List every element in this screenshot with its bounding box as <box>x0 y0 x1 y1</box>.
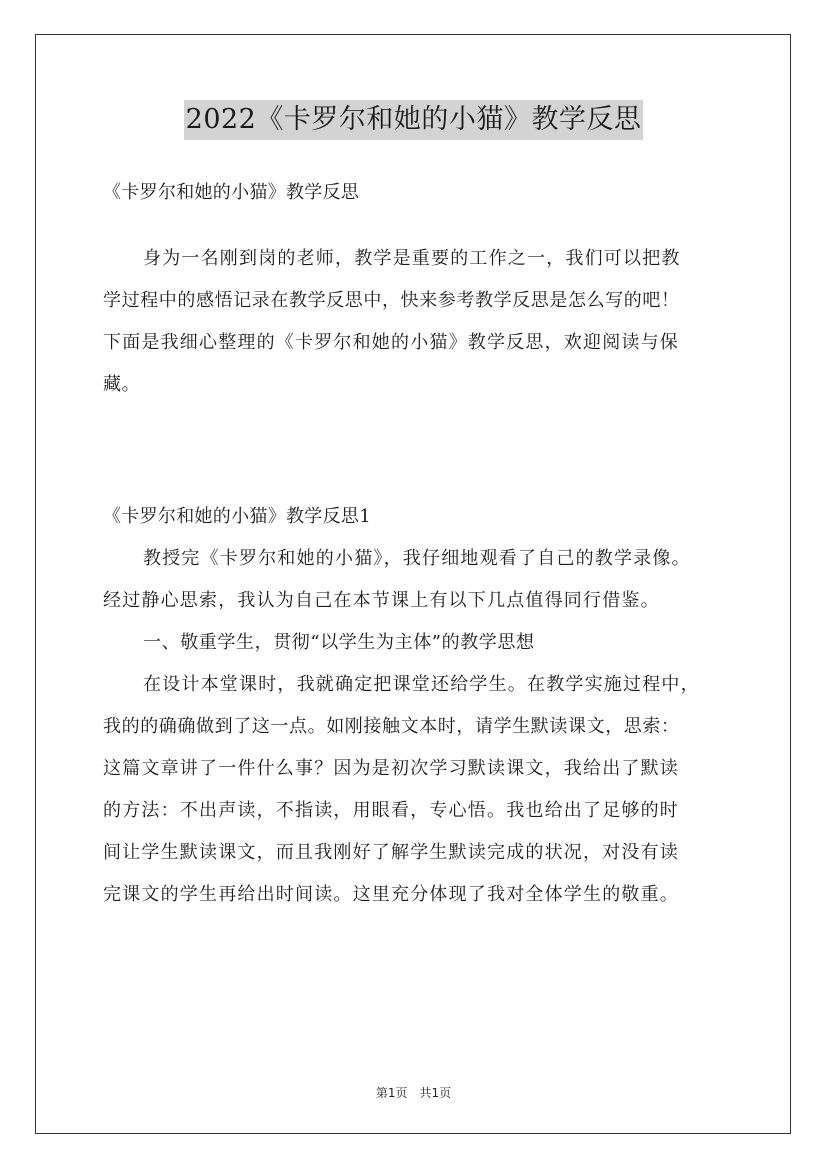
point1-paragraph <box>103 664 735 916</box>
paragraph-line: 的方法：不出声读，不指读，用眼看，专心悟。我也给出了足够的时 <box>103 800 679 821</box>
intro-paragraph <box>103 238 735 406</box>
intro-heading: 《卡罗尔和她的小猫》教学反思 <box>103 182 360 203</box>
paragraph-line: 下面是我细心整理的《卡罗尔和她的小猫》教学反思，欢迎阅读与保 <box>103 332 679 353</box>
paragraph-line: 这篇文章讲了一件什么事？因为是初次学习默读课文，我给出了默读 <box>103 758 679 779</box>
paragraph-line: 藏。 <box>103 374 141 395</box>
paragraph-line: 在设计本堂课时，我就确定把课堂还给学生。在教学实施过程中， <box>143 674 700 695</box>
point1-heading: 一、敬重学生，贯彻“以学生为主体”的教学思想 <box>143 632 535 653</box>
paragraph-line: 身为一名刚到岗的老师，教学是重要的工作之一，我们可以把教 <box>143 248 681 269</box>
paragraph-line: 学过程中的感悟记录在教学反思中，快来参考教学反思是怎么写的吧！ <box>103 290 680 311</box>
section1-heading: 《卡罗尔和她的小猫》教学反思1 <box>103 506 371 527</box>
page-footer: 第1页 共1页 <box>375 1086 452 1100</box>
section1-paragraph <box>103 538 735 622</box>
paragraph-line: 完课文的学生再给出时间读。这里充分体现了我对全体学生的敬重。 <box>103 884 679 905</box>
document-body <box>103 172 735 916</box>
paragraph-line: 间让学生默读课文，而且我刚好了解学生默读完成的状况，对没有读 <box>103 842 679 863</box>
paragraph-line: 教授完《卡罗尔和她的小猫》，我仔细地观看了自己的教学录像。 <box>143 548 691 569</box>
paragraph-line: 我的的确确做到了这一点。如刚接触文本时，请学生默读课文，思索： <box>103 716 680 737</box>
title-container <box>0 100 827 140</box>
paragraph-line: 经过静心思索，我认为自己在本节课上有以下几点值得同行借鉴。 <box>103 590 660 611</box>
spacer <box>103 214 735 238</box>
spacer <box>103 406 735 496</box>
document-title: 2022《卡罗尔和她的小猫》教学反思 <box>184 100 644 140</box>
